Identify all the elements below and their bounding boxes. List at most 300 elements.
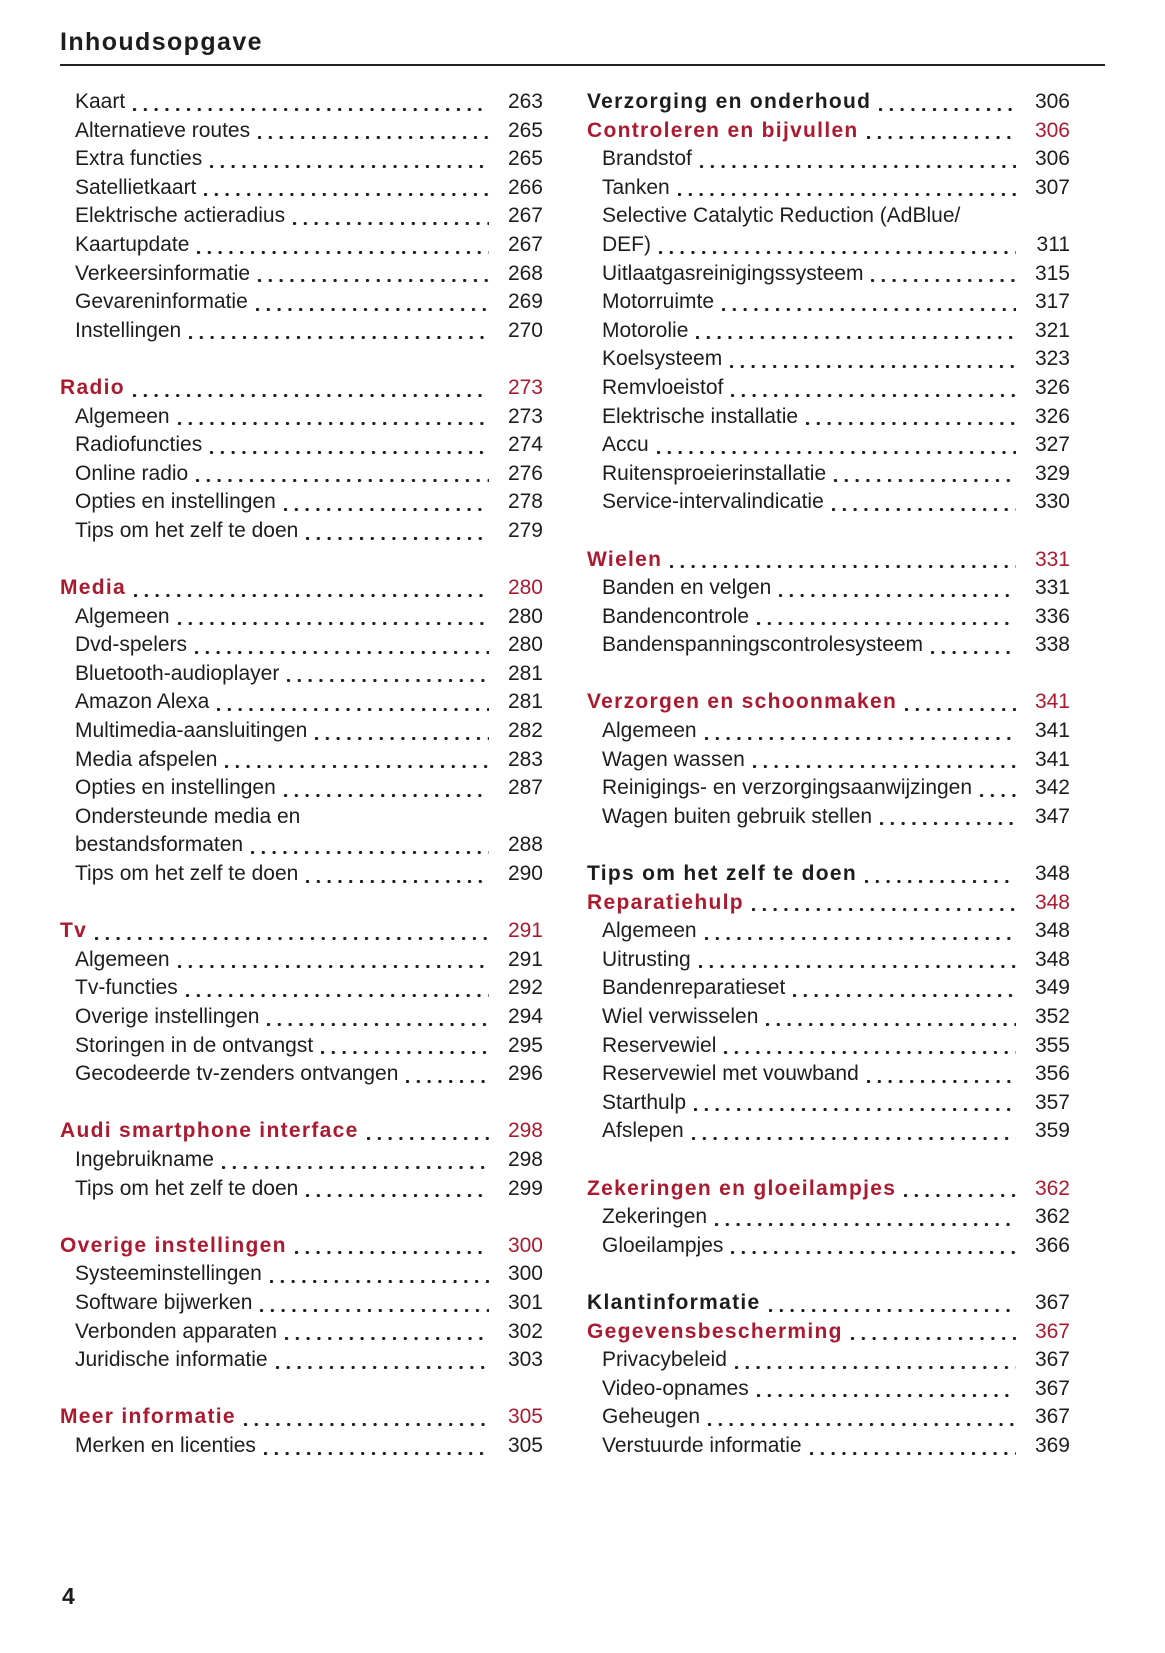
- dot-leader: [834, 479, 1016, 482]
- toc-entry-label: Tips om het zelf te doen: [75, 1176, 299, 1200]
- toc-entry-label: Algemeen: [75, 604, 170, 628]
- dot-leader: [258, 136, 489, 139]
- toc-entry: [587, 1032, 1070, 1061]
- toc-entry-label: Gevareninformatie: [75, 290, 248, 314]
- toc-entry: [587, 1432, 1070, 1461]
- toc-entry-label: Wagen wassen: [602, 747, 745, 771]
- toc-entry: [587, 460, 1070, 489]
- toc-entry: [60, 688, 543, 717]
- dot-leader: [715, 1223, 1016, 1226]
- toc-entry-label: Brandstof: [602, 147, 692, 171]
- toc-entry: [587, 1060, 1070, 1089]
- toc-entry: [60, 1346, 543, 1375]
- toc-entry-label: Tv-functies: [75, 976, 178, 1000]
- toc-entry-label: Uitrusting: [602, 947, 691, 971]
- toc-entry-label: Reinigings- en verzorgingsaanwijzingen: [602, 776, 973, 800]
- toc-entry: [60, 403, 543, 432]
- toc-entry-page: 298: [507, 1147, 543, 1171]
- toc-entry-page: 295: [507, 1033, 543, 1057]
- toc-entry: [60, 317, 543, 346]
- dot-leader: [659, 251, 1016, 254]
- toc-entry-label: Algemeen: [75, 947, 170, 971]
- toc-entry-page: 291: [507, 947, 543, 971]
- toc-entry-label: Reparatiehulp: [587, 890, 744, 914]
- dot-leader: [867, 1080, 1016, 1083]
- dot-leader: [306, 537, 489, 540]
- dot-leader: [293, 222, 489, 225]
- toc-entry: [587, 174, 1070, 203]
- toc-entry: [60, 374, 543, 403]
- toc-entry-page: 331: [1034, 547, 1070, 571]
- toc-entry: [60, 917, 543, 946]
- toc-entry-label: Gloeilampjes: [602, 1233, 724, 1257]
- dot-leader: [708, 1423, 1016, 1426]
- toc-entry-label: Juridische informatie: [75, 1348, 268, 1372]
- toc-entry: [60, 746, 543, 775]
- toc-entry-label: Verzorgen en schoonmaken: [587, 690, 898, 714]
- toc-entry-label: Klantinformatie: [587, 1290, 761, 1314]
- toc-entry: [587, 746, 1070, 775]
- toc-entry-label: Radiofuncties: [75, 433, 203, 457]
- toc-entry-label: Kaartupdate: [75, 232, 190, 256]
- dot-leader: [225, 765, 489, 768]
- dot-leader: [222, 1166, 489, 1169]
- toc-entry: [587, 774, 1070, 803]
- toc-entry: [60, 1117, 543, 1146]
- dot-leader: [696, 336, 1016, 339]
- toc-entry-label: Motorruimte: [602, 290, 715, 314]
- toc-entry-page: 306: [1034, 90, 1070, 113]
- toc-entry-page: 282: [507, 719, 543, 743]
- dot-leader: [757, 622, 1016, 625]
- toc-entry-page: 362: [1034, 1205, 1070, 1229]
- toc-entry-label: Wielen: [587, 547, 663, 571]
- dot-leader: [195, 651, 489, 654]
- toc-entry-page: 355: [1034, 1033, 1070, 1057]
- toc-group: [587, 546, 1070, 660]
- toc-entry-page: 280: [507, 576, 543, 600]
- dot-leader: [700, 165, 1016, 168]
- toc-entry-label: Afslepen: [602, 1119, 684, 1143]
- toc-entry-label: Multimedia-aansluitingen: [75, 719, 308, 743]
- toc-entry-label: Privacybeleid: [602, 1348, 727, 1372]
- toc-entry: [587, 688, 1070, 717]
- dot-leader: [178, 622, 489, 625]
- toc-entry-page: 274: [507, 433, 543, 457]
- toc-entry-label: Instellingen: [75, 318, 182, 342]
- toc-entry-label: Wiel verwisselen: [602, 1005, 759, 1028]
- toc-entry-page: 329: [1034, 461, 1070, 485]
- dot-leader: [730, 365, 1016, 368]
- toc-entry-label: Starthulp: [602, 1090, 687, 1114]
- dot-leader: [178, 965, 489, 968]
- dot-leader: [270, 1280, 489, 1283]
- toc-entry: [587, 603, 1070, 632]
- toc-entry: [587, 1203, 1070, 1232]
- dot-leader: [724, 1051, 1016, 1054]
- toc-group: [587, 688, 1070, 831]
- toc-entry-page: 327: [1034, 433, 1070, 457]
- toc-group: [60, 1117, 543, 1203]
- toc-group: [60, 88, 543, 345]
- dot-leader: [276, 1366, 489, 1369]
- toc-entry: [587, 374, 1070, 403]
- toc-entry: [60, 717, 543, 746]
- dot-leader: [904, 1194, 1016, 1197]
- toc-entry: [587, 1318, 1070, 1347]
- toc-entry-page: 341: [1034, 690, 1070, 714]
- toc-entry: [60, 946, 543, 975]
- toc-entry: [60, 574, 543, 603]
- toc-entry: [587, 860, 1070, 889]
- dot-leader: [766, 1023, 1016, 1026]
- dot-leader: [133, 108, 489, 111]
- toc-entry: [60, 117, 543, 146]
- toc-entry-page: 348: [1034, 919, 1070, 943]
- toc-entry-label: Algemeen: [75, 404, 170, 428]
- toc-entry-label: Online radio: [75, 461, 189, 485]
- toc-entry-label: Ingebruikname: [75, 1147, 214, 1171]
- dot-leader: [832, 508, 1016, 511]
- toc-entry-page: 267: [507, 232, 543, 256]
- toc-entry: [60, 1260, 543, 1289]
- page-header: [60, 28, 1105, 66]
- dot-leader: [256, 308, 489, 311]
- toc-entry-label: Controleren en bijvullen: [587, 118, 859, 142]
- toc-entry-label: Tips om het zelf te doen: [587, 862, 858, 886]
- toc-group: [60, 374, 543, 546]
- dot-leader: [705, 937, 1016, 940]
- toc-entry: [60, 1432, 543, 1461]
- toc-entry: [60, 974, 543, 1003]
- dot-leader: [284, 794, 489, 797]
- page-title: Inhoudsopgave: [60, 28, 263, 56]
- toc-entry-label: Tv: [60, 919, 88, 943]
- toc-entry-page: 307: [1034, 175, 1070, 199]
- dot-leader: [867, 136, 1016, 139]
- toc-entry-page: 303: [507, 1348, 543, 1372]
- toc-entry-label: Overige instellingen: [75, 1005, 260, 1028]
- toc-entry-label: Service-intervalindicatie: [602, 490, 824, 514]
- toc-entry: [60, 288, 543, 317]
- toc-entry-page: 305: [507, 1433, 543, 1457]
- toc-entry-label: Gegevensbescherming: [587, 1319, 843, 1343]
- toc-entry-page: 315: [1034, 261, 1070, 285]
- toc-entry-page: 367: [1034, 1319, 1070, 1343]
- toc-entry-page: 336: [1034, 604, 1070, 628]
- toc-entry: [60, 1403, 543, 1432]
- toc-entry: [587, 917, 1070, 946]
- dot-leader: [980, 794, 1016, 797]
- toc-entry-label: Amazon Alexa: [75, 690, 210, 714]
- page-number: 4: [62, 1583, 75, 1609]
- toc-column-left: [60, 88, 543, 1461]
- toc-entry: [587, 88, 1070, 117]
- toc-entry-label: Merken en licenties: [75, 1433, 256, 1457]
- dot-leader: [731, 394, 1016, 397]
- toc-entry: [60, 831, 543, 860]
- toc-entry-page: 265: [507, 147, 543, 171]
- dot-leader: [752, 908, 1016, 911]
- toc-group: [60, 574, 543, 889]
- toc-entry: [60, 88, 543, 117]
- toc-entry-label: Geheugen: [602, 1405, 701, 1429]
- toc-entry-page: 321: [1034, 318, 1070, 342]
- toc-entry: [587, 260, 1070, 289]
- toc-entry-label: DEF): [602, 232, 651, 256]
- toc-entry-label: Ondersteunde media en: [75, 804, 301, 828]
- toc-entry: [587, 1289, 1070, 1318]
- toc-group: [587, 1289, 1070, 1461]
- toc-group: [587, 860, 1070, 1146]
- toc-entry-page: 300: [507, 1262, 543, 1286]
- toc-entry-page: 287: [507, 776, 543, 800]
- toc-entry-label: Opties en instellingen: [75, 776, 276, 800]
- dot-leader: [931, 651, 1016, 654]
- toc-entry-label: Tips om het zelf te doen: [75, 518, 299, 542]
- toc-entry-page: 306: [1034, 147, 1070, 171]
- dot-leader: [806, 422, 1016, 425]
- dot-leader: [134, 594, 489, 597]
- toc-entry-label: Reservewiel met vouwband: [602, 1062, 859, 1086]
- dot-leader: [657, 451, 1016, 454]
- toc-entry-label: Alternatieve routes: [75, 118, 251, 142]
- dot-leader: [879, 108, 1016, 111]
- toc-entry-label: Zekeringen: [602, 1205, 708, 1229]
- toc-entry: [60, 603, 543, 632]
- toc-entry-page: 294: [507, 1005, 543, 1028]
- toc-entry: [587, 1175, 1070, 1204]
- toc-entry-page: 291: [507, 919, 543, 943]
- toc-entry-page: 280: [507, 633, 543, 657]
- toc-entry-page: 341: [1034, 719, 1070, 743]
- toc-entry-page: 279: [507, 518, 543, 542]
- dot-leader: [406, 1080, 489, 1083]
- dot-leader: [197, 251, 489, 254]
- toc-entry-label: Elektrische installatie: [602, 404, 799, 428]
- dot-leader: [705, 737, 1016, 740]
- toc-entry: [587, 631, 1070, 660]
- dot-leader: [731, 1251, 1016, 1254]
- toc-entry: [60, 1318, 543, 1347]
- toc-entry-page: 326: [1034, 375, 1070, 399]
- toc-entry: [587, 317, 1070, 346]
- toc-entry: [587, 546, 1070, 575]
- dot-leader: [851, 1337, 1016, 1340]
- dot-leader: [871, 279, 1016, 282]
- toc-entry: [587, 1403, 1070, 1432]
- toc-entry-label: Algemeen: [602, 719, 697, 743]
- toc-entry: [587, 889, 1070, 918]
- toc-entry-page: 331: [1034, 576, 1070, 600]
- toc-entry-page: 280: [507, 604, 543, 628]
- dot-leader: [315, 737, 489, 740]
- toc-entry-label: Bluetooth-audioplayer: [75, 661, 280, 685]
- toc-entry-page: 300: [507, 1233, 543, 1257]
- toc-entry: [60, 488, 543, 517]
- dot-leader: [251, 851, 489, 854]
- toc-entry-label: Koelsysteem: [602, 347, 723, 371]
- dot-leader: [210, 165, 489, 168]
- dot-leader: [735, 1366, 1016, 1369]
- toc-entry: [60, 174, 543, 203]
- toc-entry-page: 341: [1034, 747, 1070, 771]
- toc-entry: [587, 202, 1070, 231]
- toc-entry-page: 273: [507, 404, 543, 428]
- toc-entry: [60, 517, 543, 546]
- toc-group: [60, 1403, 543, 1460]
- dot-leader: [793, 994, 1016, 997]
- dot-leader: [267, 1023, 489, 1026]
- toc-entry-label: Video-opnames: [602, 1376, 749, 1400]
- toc-entry-page: 269: [507, 290, 543, 314]
- toc-entry-label: Bandenspanningscontrolesysteem: [602, 633, 924, 657]
- dot-leader: [670, 565, 1016, 568]
- toc-entry: [587, 345, 1070, 374]
- toc-entry-page: 268: [507, 261, 543, 285]
- toc-entry: [60, 631, 543, 660]
- toc-entry: [587, 1232, 1070, 1261]
- toc-entry-label: Storingen in de ontvangst: [75, 1033, 314, 1057]
- toc-entry-page: 278: [507, 490, 543, 514]
- toc-entry-label: Opties en instellingen: [75, 490, 276, 514]
- dot-leader: [810, 1452, 1016, 1455]
- dot-leader: [699, 965, 1016, 968]
- toc-entry-page: 348: [1034, 890, 1070, 914]
- dot-leader: [880, 822, 1016, 825]
- toc-entry-page: 367: [1034, 1405, 1070, 1429]
- toc-entry-label: Meer informatie: [60, 1405, 236, 1429]
- toc-entry-page: 298: [507, 1119, 543, 1143]
- dot-leader: [692, 1137, 1016, 1140]
- dot-leader: [196, 479, 489, 482]
- toc-entry-page: 367: [1034, 1376, 1070, 1400]
- toc-entry: [587, 1117, 1070, 1146]
- toc-entry-page: 290: [507, 862, 543, 886]
- toc-entry-label: Tanken: [602, 175, 670, 199]
- toc-entry: [587, 946, 1070, 975]
- toc-entry-label: Banden en velgen: [602, 576, 772, 600]
- toc-entry-label: Verkeersinformatie: [75, 261, 251, 285]
- toc-entry-page: 283: [507, 747, 543, 771]
- toc-entry-label: Extra functies: [75, 147, 203, 171]
- table-of-contents: [60, 88, 1070, 1461]
- toc-entry-page: 342: [1034, 776, 1070, 800]
- toc-entry: [60, 202, 543, 231]
- toc-entry-label: Reservewiel: [602, 1033, 717, 1057]
- dot-leader: [186, 994, 489, 997]
- toc-entry-label: Dvd-spelers: [75, 633, 188, 657]
- dot-leader: [779, 594, 1016, 597]
- toc-entry-label: Verzorging en onderhoud: [587, 90, 872, 113]
- toc-entry: [587, 145, 1070, 174]
- toc-entry-label: Bandenreparatieset: [602, 976, 786, 1000]
- toc-entry-label: Selective Catalytic Reduction (AdBlue/: [602, 204, 961, 228]
- toc-entry-page: 348: [1034, 862, 1070, 886]
- toc-entry: [60, 1146, 543, 1175]
- toc-entry-label: Remvloeistof: [602, 375, 724, 399]
- toc-entry-page: 366: [1034, 1233, 1070, 1257]
- dot-leader: [284, 508, 489, 511]
- toc-column-right: [587, 88, 1070, 1461]
- dot-leader: [244, 1423, 489, 1426]
- toc-entry: [587, 1346, 1070, 1375]
- toc-entry: [587, 431, 1070, 460]
- toc-entry-page: 317: [1034, 290, 1070, 314]
- toc-entry-page: 362: [1034, 1176, 1070, 1200]
- toc-entry-page: 305: [507, 1405, 543, 1429]
- dot-leader: [306, 880, 489, 883]
- dot-leader: [367, 1137, 489, 1140]
- toc-entry-page: 349: [1034, 976, 1070, 1000]
- toc-group: [60, 1232, 543, 1375]
- dot-leader: [287, 679, 489, 682]
- toc-entry-label: Algemeen: [602, 919, 697, 943]
- toc-entry-label: Software bijwerken: [75, 1290, 253, 1314]
- dot-leader: [258, 279, 489, 282]
- dot-leader: [321, 1051, 489, 1054]
- toc-entry: [587, 231, 1070, 260]
- dot-leader: [865, 880, 1016, 883]
- toc-entry-page: 265: [507, 118, 543, 142]
- dot-leader: [769, 1309, 1016, 1312]
- toc-entry: [587, 803, 1070, 832]
- dot-leader: [217, 708, 489, 711]
- toc-entry: [60, 1175, 543, 1204]
- toc-entry-label: Motorolie: [602, 318, 689, 342]
- toc-entry-page: 266: [507, 175, 543, 199]
- toc-entry: [60, 803, 543, 832]
- toc-entry-page: 357: [1034, 1090, 1070, 1114]
- dot-leader: [285, 1337, 489, 1340]
- toc-entry: [60, 774, 543, 803]
- dot-leader: [295, 1251, 489, 1254]
- toc-entry-page: 302: [507, 1319, 543, 1343]
- dot-leader: [264, 1452, 489, 1455]
- toc-entry-page: 367: [1034, 1290, 1070, 1314]
- dot-leader: [260, 1309, 489, 1312]
- toc-entry-page: 347: [1034, 804, 1070, 828]
- dot-leader: [178, 422, 489, 425]
- toc-entry-label: Radio: [60, 375, 125, 399]
- toc-entry-label: Media: [60, 576, 127, 600]
- toc-entry-label: Tips om het zelf te doen: [75, 862, 299, 886]
- toc-entry: [587, 1003, 1070, 1032]
- toc-entry-page: 301: [507, 1290, 543, 1314]
- toc-entry-page: 352: [1034, 1005, 1070, 1028]
- toc-entry: [587, 1089, 1070, 1118]
- toc-entry-label: Systeeminstellingen: [75, 1262, 262, 1286]
- toc-entry: [587, 488, 1070, 517]
- toc-entry-page: 323: [1034, 347, 1070, 371]
- toc-entry: [587, 974, 1070, 1003]
- toc-entry: [587, 1375, 1070, 1404]
- toc-entry-page: 281: [507, 690, 543, 714]
- toc-entry-label: Wagen buiten gebruik stellen: [602, 804, 873, 828]
- dot-leader: [189, 336, 489, 339]
- toc-group: [587, 1175, 1070, 1261]
- dot-leader: [210, 451, 489, 454]
- toc-entry-label: Elektrische actieradius: [75, 204, 286, 228]
- toc-entry-label: Zekeringen en gloeilampjes: [587, 1176, 897, 1200]
- toc-entry: [587, 288, 1070, 317]
- dot-leader: [678, 193, 1016, 196]
- toc-entry-label: Uitlaatgasreinigingssysteem: [602, 261, 864, 285]
- toc-entry-page: 356: [1034, 1062, 1070, 1086]
- toc-entry-page: 369: [1034, 1433, 1070, 1457]
- toc-entry: [60, 1032, 543, 1061]
- toc-entry: [60, 1232, 543, 1261]
